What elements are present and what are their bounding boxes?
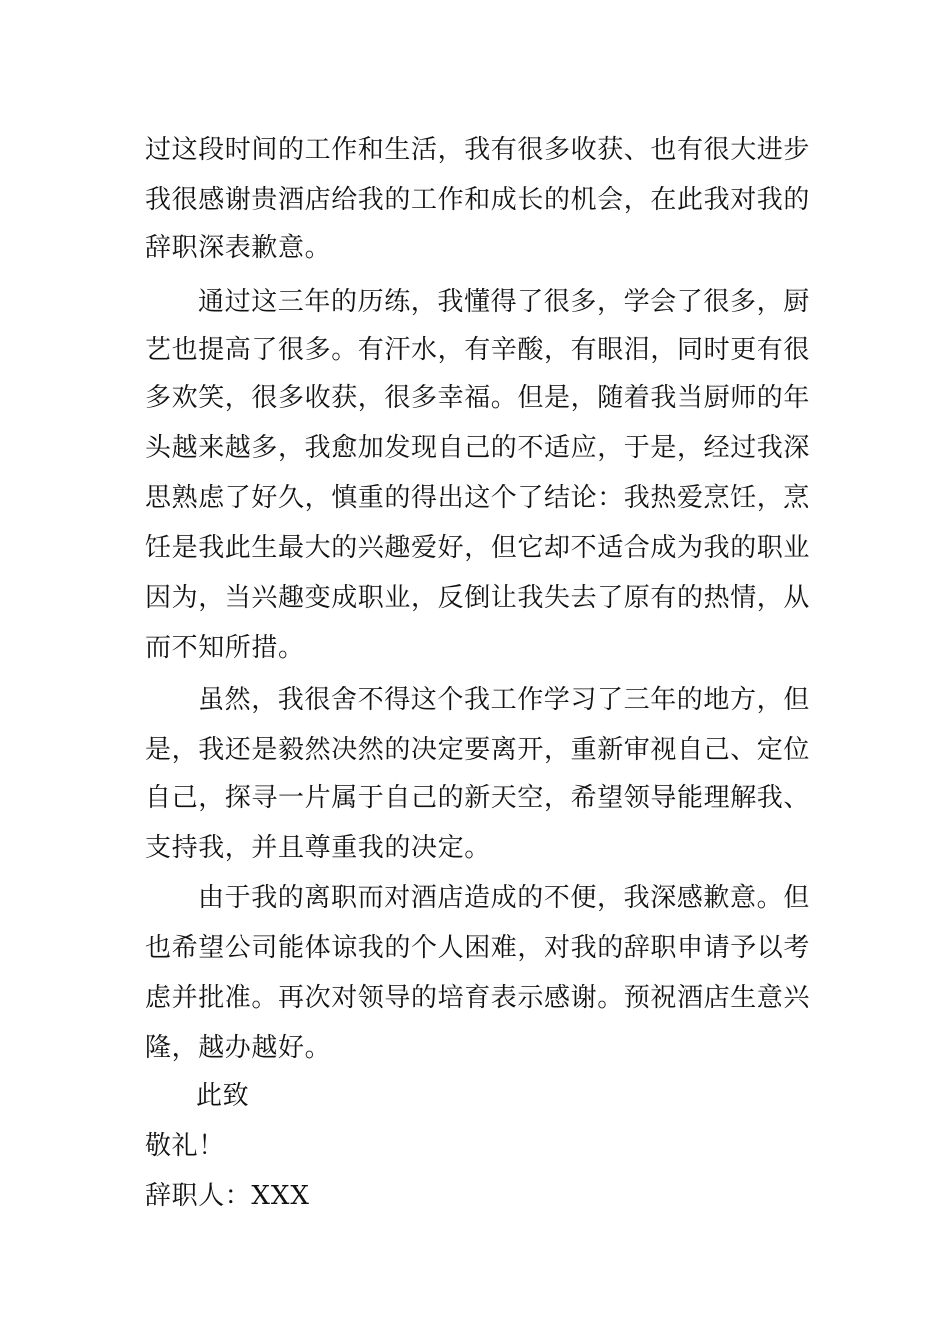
paragraph-4-line-1: 由于我的离职而对酒店造成的不便，我深感歉意。但 xyxy=(198,883,810,913)
closing-regards: 敬礼！ xyxy=(145,1131,225,1161)
paragraph-4-line-2: 也希望公司能体谅我的个人困难，对我的辞职申请予以考 xyxy=(145,933,811,963)
closing-salutation: 此致 xyxy=(196,1081,250,1111)
paragraph-4-line-3: 虑并批准。再次对领导的培育表示感谢。预祝酒店生意兴 xyxy=(145,983,811,1013)
paragraph-1-line-1: 过这段时间的工作和生活，我有很多收获、也有很大进步 xyxy=(145,135,811,165)
signature-line xyxy=(145,1179,310,1213)
paragraph-2-line-2: 艺也提高了很多。有汗水，有辛酸，有眼泪，同时更有很 xyxy=(145,335,811,365)
paragraph-2-line-4: 头越来越多，我愈加发现自己的不适应，于是，经过我深 xyxy=(145,433,811,463)
paragraph-4-line-4: 隆，越办越好。 xyxy=(145,1033,332,1063)
paragraph-2-line-3: 多欢笑，很多收获，很多幸福。但是，随着我当厨师的年 xyxy=(145,383,811,413)
paragraph-2-line-6: 饪是我此生最大的兴趣爱好，但它却不适合成为我的职业 xyxy=(145,533,811,563)
paragraph-1-line-3: 辞职深表歉意。 xyxy=(145,233,332,263)
paragraph-3-line-3: 自己，探寻一片属于自己的新天空，希望领导能理解我、 xyxy=(145,783,811,813)
paragraph-2-line-1: 通过这三年的历练，我懂得了很多，学会了很多，厨 xyxy=(198,287,810,317)
paragraph-1-line-2: 我很感谢贵酒店给我的工作和成长的机会，在此我对我的 xyxy=(145,185,811,215)
paragraph-3-line-1: 虽然，我很舍不得这个我工作学习了三年的地方，但 xyxy=(198,685,810,715)
paragraph-2-line-8: 而不知所措。 xyxy=(145,633,305,663)
paragraph-3-line-2: 是，我还是毅然决然的决定要离开，重新审视自己、定位 xyxy=(145,735,811,765)
signature-label: 辞职人： xyxy=(145,1181,252,1211)
signature-name: XXX xyxy=(251,1181,310,1211)
paragraph-2-line-5: 思熟虑了好久，慎重的得出这个了结论：我热爱烹饪，烹 xyxy=(145,483,811,513)
paragraph-3-line-4: 支持我，并且尊重我的决定。 xyxy=(145,833,491,863)
paragraph-2-line-7: 因为，当兴趣变成职业，反倒让我失去了原有的热情，从 xyxy=(145,583,811,613)
